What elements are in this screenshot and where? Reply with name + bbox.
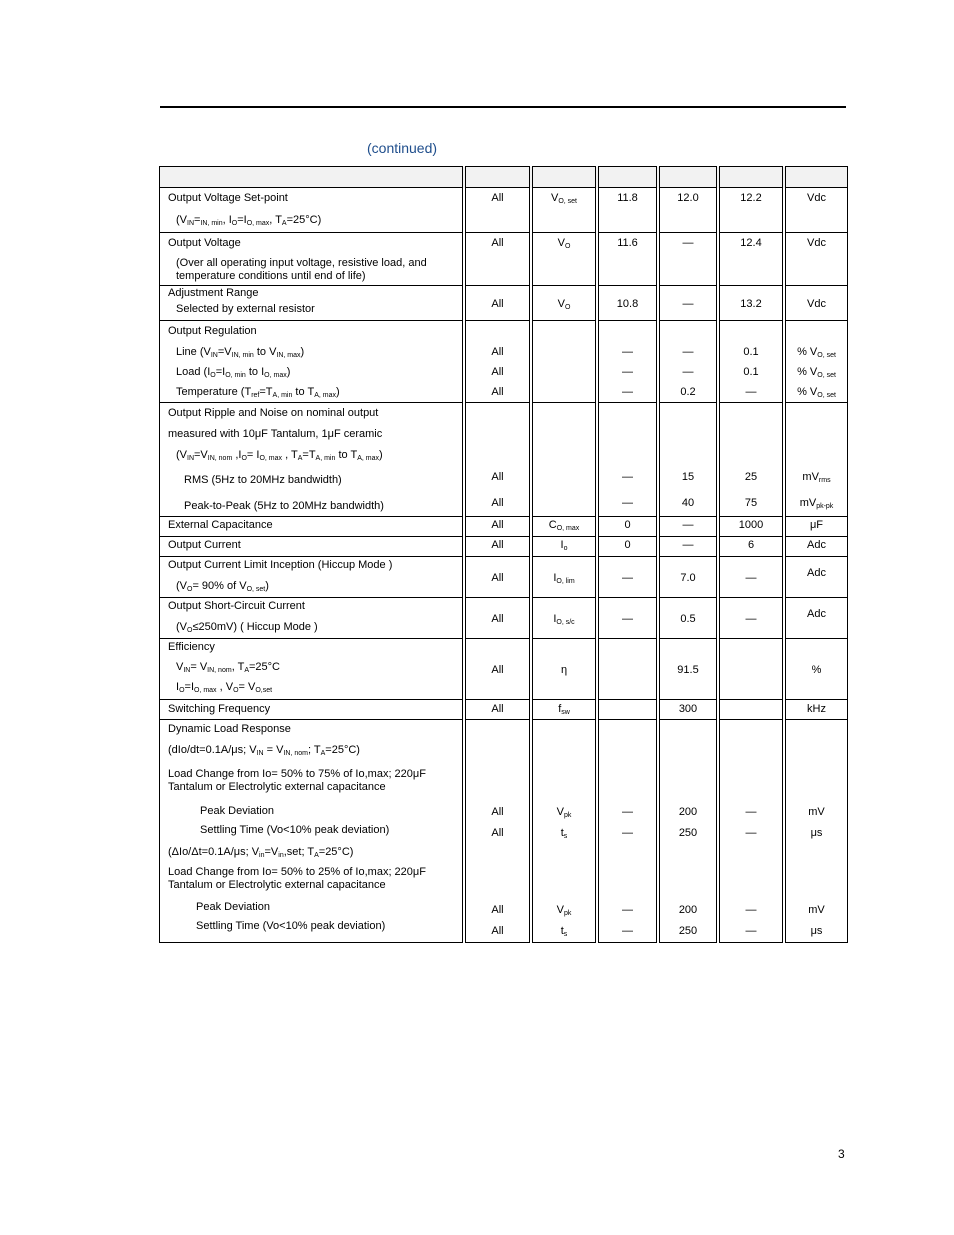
unit-cell: $mV_{pk-pk}$	[799, 497, 834, 510]
regulation-line: Line ($V_{IN}=V_{IN, min}$ to $V_{IN, max}$)	[176, 346, 305, 359]
table-row	[160, 537, 848, 557]
typ-cell: 40	[681, 497, 695, 509]
device-cell: All	[466, 537, 530, 557]
unit-cell: %	[786, 639, 848, 700]
typ-cell: 200	[678, 904, 698, 916]
typ-cell: —	[682, 366, 694, 378]
table-row	[160, 517, 848, 537]
unit-cell: $mV_{rms}$	[802, 471, 831, 484]
typ-cell: 7.0	[660, 557, 717, 598]
max-cell	[720, 700, 783, 720]
param-label: Efficiency	[168, 641, 215, 653]
table-row	[160, 233, 848, 286]
max-cell: 0.1	[743, 366, 759, 378]
device-cell: All	[466, 286, 530, 321]
regulation-temperature: Temperature ($T_{ref}=T_{A, min}$ to $T_{A, max}$)	[176, 386, 340, 399]
typ-cell: —	[660, 537, 717, 557]
unit-cell: Adc	[786, 537, 848, 557]
max-cell: 0.1	[743, 346, 759, 358]
device-cell: All	[466, 700, 530, 720]
min-cell	[599, 700, 657, 720]
min-cell: 11.6	[599, 233, 657, 286]
param-label: Output Ripple and Noise on nominal output	[168, 407, 379, 419]
typ-cell: 0.2	[680, 386, 696, 398]
symbol-cell: $f_{sw}$	[533, 700, 596, 720]
unit-cell: Adc	[786, 557, 848, 598]
symbol-cell: $t_s$	[560, 827, 568, 840]
unit-cell: % $V_{O, set}$	[797, 386, 836, 399]
min-cell: —	[622, 386, 633, 398]
min-cell: —	[622, 471, 633, 483]
param-condition: (dIo/dt=0.1A/μs; $V_{IN} = V_{IN, nom}$; $T_A=25^\circ C$)	[168, 744, 360, 757]
device-cell: All	[466, 557, 530, 598]
param-condition: $V_{IN}= V_{IN, nom}$, $T_A=25^\circ C$	[176, 661, 281, 674]
min-cell: —	[599, 598, 657, 639]
device-cell: All	[466, 639, 530, 700]
min-cell: —	[599, 557, 657, 598]
unit-cell: mV	[808, 806, 825, 818]
min-cell: 11.8	[599, 188, 657, 233]
peak-deviation-label: Peak Deviation	[196, 901, 270, 913]
param-measurement: measured with 10μF Tantalum, 1μF ceramic	[168, 428, 383, 440]
param-label: Output Current	[160, 537, 463, 557]
max-cell: —	[745, 806, 757, 818]
min-cell	[599, 639, 657, 700]
param-label: Output Regulation	[168, 325, 257, 337]
min-cell: —	[622, 366, 633, 378]
device-cell: All	[491, 827, 504, 839]
load-change-description: Load Change from Io= 50% to 25% of Io,max; 220μF Tantalum or Electrolytic external capacitance	[168, 866, 426, 891]
param-condition: Selected by external resistor	[176, 303, 315, 315]
param-condition: ($V_O= 90\%$ of $V_{O, set}$)	[176, 580, 269, 593]
table-header-row	[160, 167, 848, 188]
param-condition: $I_O=I_{O, max}$ , $V_O= V_{O,set}$	[176, 681, 273, 694]
device-cell: All	[466, 188, 530, 233]
symbol-cell: $I_{O, s/c}$	[533, 598, 596, 639]
device-cell: All	[491, 497, 504, 509]
regulation-load: Load ($I_O=I_{O, min}$ to $I_{O, max}$)	[176, 366, 291, 379]
param-label: Output Short-Circuit Current	[168, 600, 305, 612]
unit-cell: Vdc	[786, 286, 848, 321]
param-label: Switching Frequency	[160, 700, 463, 720]
typ-cell: 300	[660, 700, 717, 720]
typ-cell: 12.0	[660, 188, 717, 233]
symbol-cell: $I_{O, lim}$	[533, 557, 596, 598]
ripple-rms: RMS (5Hz to 20MHz bandwidth)	[184, 474, 342, 486]
min-cell: —	[622, 497, 633, 509]
device-cell: All	[491, 366, 504, 378]
max-cell	[720, 639, 783, 700]
typ-cell: 0.5	[660, 598, 717, 639]
typ-cell: 200	[678, 806, 698, 818]
settling-time-label: Settling Time (Vo<10% peak deviation)	[200, 824, 390, 836]
param-label: Adjustment Range	[168, 287, 259, 299]
ripple-peak-to-peak: Peak-to-Peak (5Hz to 20MHz bandwidth)	[184, 500, 384, 512]
typ-cell: 250	[678, 827, 698, 839]
unit-cell: kHz	[786, 700, 848, 720]
unit-cell: μF	[786, 517, 848, 537]
header-rule	[160, 106, 846, 108]
max-cell: 25	[744, 471, 758, 483]
typ-cell: 250	[678, 925, 698, 937]
max-cell: —	[720, 598, 783, 639]
device-cell: All	[491, 806, 504, 818]
symbol-cell: $V_O$	[533, 286, 596, 321]
table-row	[160, 700, 848, 720]
symbol-cell: $V_{pk}$	[556, 806, 572, 819]
symbol-cell: $V_O$	[533, 233, 596, 286]
symbol-cell: η	[533, 639, 596, 700]
unit-cell: % $V_{O, set}$	[797, 346, 836, 359]
device-cell: All	[491, 904, 504, 916]
param-label: Output Voltage Set-point	[168, 192, 288, 204]
symbol-cell: $t_s$	[560, 925, 568, 938]
min-cell: 0	[599, 537, 657, 557]
table-row	[160, 639, 848, 700]
param-label: Output Current Limit Inception (Hiccup Mode )	[168, 559, 393, 571]
max-cell: —	[720, 557, 783, 598]
load-change-description: Load Change from Io= 50% to 75% of Io,max; 220μF Tantalum or Electrolytic external capacitance	[168, 768, 426, 793]
device-cell: All	[491, 471, 504, 483]
min-cell: —	[622, 346, 633, 358]
device-cell: All	[466, 517, 530, 537]
device-cell: All	[491, 386, 504, 398]
table-row	[160, 557, 848, 598]
typ-cell: 15	[681, 471, 695, 483]
page-number: 3	[838, 1147, 845, 1161]
param-condition: (Over all operating input voltage, resistive load, and temperature conditions until end of life)	[176, 257, 427, 282]
param-condition: ($V_{IN}=V_{IN, nom}$ $,I_O= I_{O, max}$ , $T_A=T_{A, min}$ to $T_{A, max}$)	[176, 449, 383, 462]
max-cell: 12.2	[720, 188, 783, 233]
device-cell: All	[491, 925, 504, 937]
unit-cell: μs	[810, 925, 823, 937]
max-cell: 6	[720, 537, 783, 557]
unit-cell: μs	[810, 827, 823, 839]
param-condition: (ΔIo/Δt=0.1A/μs; $V_{in}=V_{in},set$; $T_A=25^\circ C$)	[168, 846, 354, 859]
max-cell: —	[745, 827, 757, 839]
max-cell: 1000	[720, 517, 783, 537]
unit-cell: Vdc	[786, 188, 848, 233]
symbol-cell: $V_{pk}$	[556, 904, 572, 917]
peak-deviation-label: Peak Deviation	[200, 805, 274, 817]
param-label: Output Voltage	[168, 237, 241, 249]
typ-cell: —	[660, 286, 717, 321]
unit-cell: Adc	[786, 598, 848, 639]
min-cell: 10.8	[599, 286, 657, 321]
continued-label: (continued)	[367, 140, 438, 156]
param-label: External Capacitance	[160, 517, 463, 537]
table-row	[160, 188, 848, 233]
min-cell: —	[622, 904, 633, 916]
max-cell: —	[745, 386, 757, 398]
min-cell: —	[622, 806, 633, 818]
symbol-cell: $I_o$	[533, 537, 596, 557]
param-condition: $(V_O\le 250mV)$ ( Hiccup Mode )	[176, 621, 318, 634]
unit-cell: % $V_{O, set}$	[797, 366, 836, 379]
table-row	[160, 321, 848, 403]
typ-cell: —	[660, 233, 717, 286]
symbol-cell: $C_{O, max}$	[533, 517, 596, 537]
table-row	[160, 598, 848, 639]
device-cell: All	[466, 598, 530, 639]
param-label: Dynamic Load Response	[168, 723, 291, 735]
max-cell: 12.4	[720, 233, 783, 286]
max-cell: 13.2	[720, 286, 783, 321]
typ-cell: —	[682, 346, 694, 358]
table-row	[160, 403, 848, 517]
table-row	[160, 286, 848, 321]
typ-cell: 91.5	[660, 639, 717, 700]
unit-cell: mV	[808, 904, 825, 916]
max-cell: 75	[744, 497, 758, 509]
unit-cell: Vdc	[786, 233, 848, 286]
max-cell: —	[745, 904, 757, 916]
min-cell: 0	[599, 517, 657, 537]
table-row	[160, 720, 848, 943]
typ-cell: —	[660, 517, 717, 537]
device-cell: All	[491, 346, 504, 358]
output-specifications-table	[159, 166, 848, 943]
min-cell: —	[622, 925, 633, 937]
min-cell: —	[622, 827, 633, 839]
device-cell: All	[466, 233, 530, 286]
settling-time-label: Settling Time (Vo<10% peak deviation)	[196, 920, 386, 932]
param-condition: ($V_{IN}=_{IN, min}$, $I_O=I_{O, max}$, $T_A=25^\circ C$)	[176, 214, 322, 227]
symbol-cell: $V_{O, set}$	[533, 188, 596, 233]
max-cell: —	[745, 925, 757, 937]
